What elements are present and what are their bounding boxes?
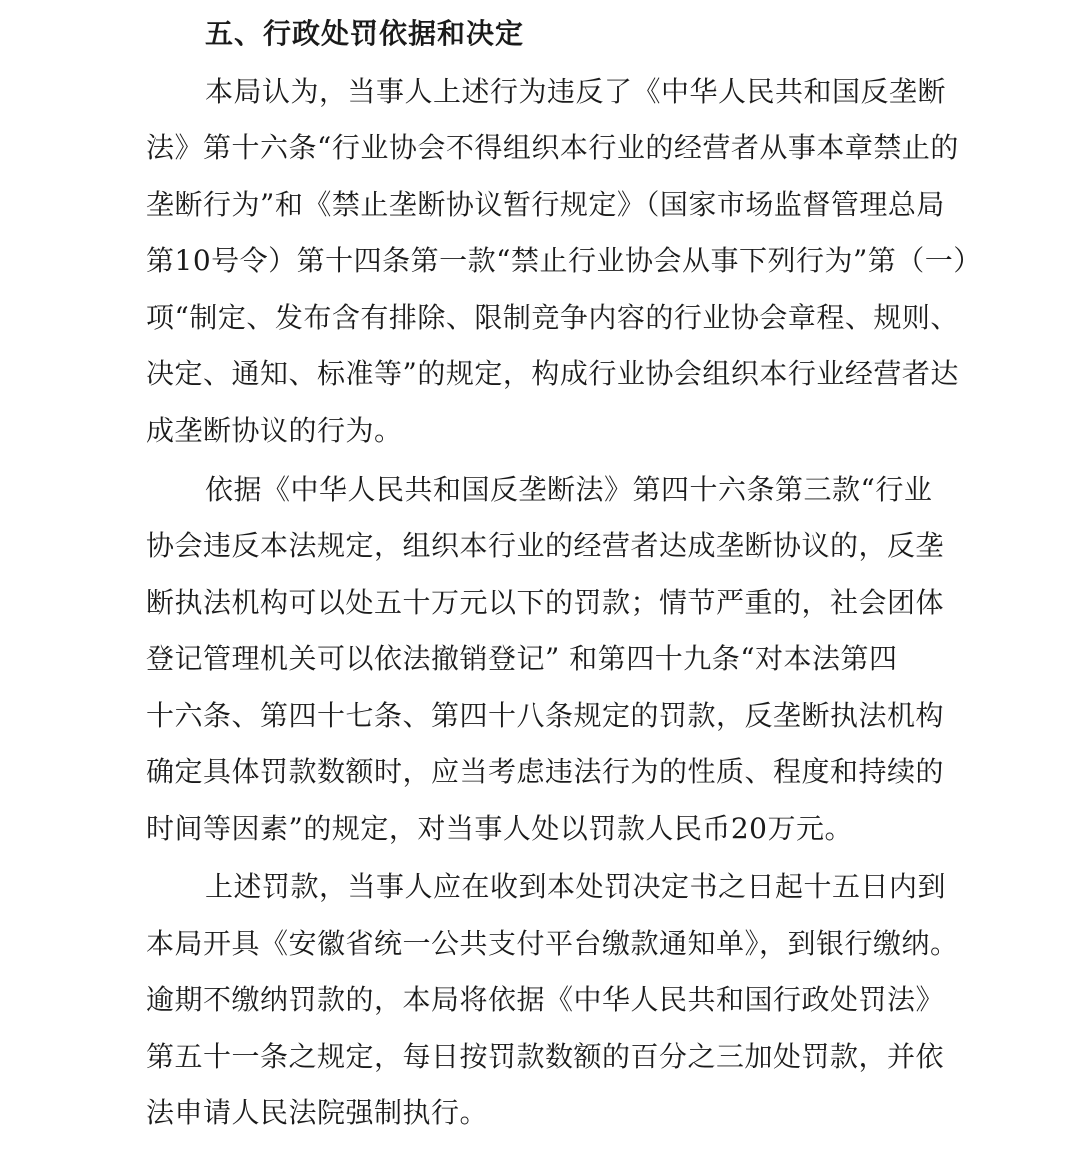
paragraph-2-line-7: 时间等因素”的规定，对当事人处以罚款人民币20万元。	[146, 812, 853, 845]
paragraph-1-line-2: 法》第十六条“行业协会不得组织本行业的经营者从事本章禁止的	[146, 131, 959, 164]
paragraph-1-line-5: 项“制定、发布含有排除、限制竞争内容的行业协会章程、规则、	[146, 301, 959, 334]
paragraph-3-line-2: 本局开具《安徽省统一公共支付平台缴款通知单》，到银行缴纳。	[146, 927, 959, 960]
paragraph-3-line-1: 上述罚款，当事人应在收到本处罚决定书之日起十五日内到	[205, 870, 947, 903]
paragraph-3-line-3: 逾期不缴纳罚款的，本局将依据《中华人民共和国行政处罚法》	[146, 983, 945, 1016]
paragraph-2-line-4: 登记管理机关可以依法撤销登记” 和第四十九条“对本法第四	[146, 642, 898, 675]
paragraph-1-line-4: 第10号令）第十四条第一款“禁止行业协会从事下列行为”第（一）	[146, 244, 982, 277]
section-heading: 五、行政处罚依据和决定	[205, 17, 525, 50]
paragraph-2-line-6: 确定具体罚款数额时，应当考虑违法行为的性质、程度和持续的	[146, 755, 945, 788]
paragraph-2-line-3: 断执法机构可以处五十万元以下的罚款；情节严重的，社会团体	[146, 586, 945, 619]
paragraph-2-line-5: 十六条、第四十七条、第四十八条规定的罚款，反垄断执法机构	[146, 699, 945, 732]
paragraph-1-line-3: 垄断行为”和《禁止垄断协议暂行规定》（国家市场监督管理总局	[146, 188, 945, 221]
paragraph-1-line-6: 决定、通知、标准等”的规定，构成行业协会组织本行业经营者达	[146, 357, 959, 390]
paragraph-3-line-4: 第五十一条之规定，每日按罚款数额的百分之三加处罚款，并依	[146, 1040, 945, 1073]
paragraph-1-line-1: 本局认为，当事人上述行为违反了《中华人民共和国反垄断	[205, 75, 947, 108]
paragraph-2-line-2: 协会违反本法规定，组织本行业的经营者达成垄断协议的，反垄	[146, 529, 945, 562]
paragraph-3-line-5: 法申请人民法院强制执行。	[146, 1096, 489, 1129]
paragraph-1-line-7: 成垄断协议的行为。	[146, 414, 403, 447]
paragraph-2-line-1: 依据《中华人民共和国反垄断法》第四十六条第三款“行业	[205, 473, 933, 506]
